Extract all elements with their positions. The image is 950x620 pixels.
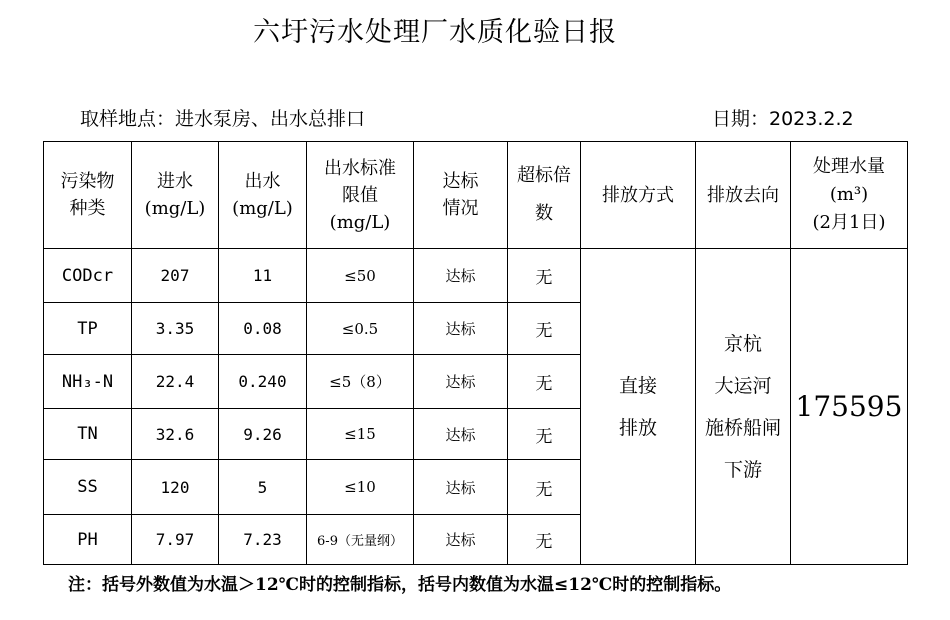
outflow-value: 0.08 — [219, 303, 307, 355]
header-pollutant: 污染物 种类 — [44, 142, 132, 249]
header-status: 达标 情况 — [414, 142, 508, 249]
header-method: 排放方式 — [581, 142, 696, 249]
footnote: 注：括号外数值为水温＞12℃时的控制指标，括号内数值为水温≤12℃时的控制指标。 — [68, 575, 732, 595]
outflow-value: 11 — [219, 249, 307, 303]
report-title: 六圩污水处理厂水质化验日报 — [253, 17, 617, 48]
pollutant-name: TN — [44, 409, 132, 460]
pollutant-name: NH₃-N — [44, 355, 132, 409]
header-outflow: 出水 (mg/L) — [219, 142, 307, 249]
header-inflow: 进水 (mg/L) — [132, 142, 219, 249]
header-volume: 处理水量 (m³) (2月1日) — [791, 142, 908, 249]
pollutant-name: SS — [44, 460, 132, 515]
inflow-value: 3.35 — [132, 303, 219, 355]
pollutant-name: PH — [44, 515, 132, 565]
status-value: 达标 — [414, 460, 508, 515]
exceed-value: 无 — [508, 249, 581, 303]
limit-value: ≤50 — [307, 249, 414, 303]
water-quality-table — [43, 141, 908, 565]
header-exceed: 超标倍 数 — [508, 142, 581, 249]
treated-volume: 175595 — [791, 249, 908, 565]
exceed-value: 无 — [508, 515, 581, 565]
inflow-value: 32.6 — [132, 409, 219, 460]
outflow-value: 5 — [219, 460, 307, 515]
exceed-value: 无 — [508, 303, 581, 355]
outflow-value: 7.23 — [219, 515, 307, 565]
outflow-value: 0.240 — [219, 355, 307, 409]
status-value: 达标 — [414, 249, 508, 303]
status-value: 达标 — [414, 355, 508, 409]
discharge-method: 直接 排放 — [581, 249, 696, 565]
inflow-value: 120 — [132, 460, 219, 515]
limit-value: 6-9（无量纲） — [307, 515, 414, 565]
outflow-value: 9.26 — [219, 409, 307, 460]
pollutant-name: CODcr — [44, 249, 132, 303]
limit-value: ≤10 — [307, 460, 414, 515]
exceed-value: 无 — [508, 460, 581, 515]
status-value: 达标 — [414, 515, 508, 565]
header-limit: 出水标准 限值 (mg/L) — [307, 142, 414, 249]
limit-value: ≤0.5 — [307, 303, 414, 355]
report-date: 日期：2023.2.2 — [712, 108, 854, 130]
sampling-location: 取样地点：进水泵房、出水总排口 — [80, 108, 366, 130]
status-value: 达标 — [414, 303, 508, 355]
limit-value: ≤15 — [307, 409, 414, 460]
header-destination: 排放去向 — [696, 142, 791, 249]
pollutant-name: TP — [44, 303, 132, 355]
exceed-value: 无 — [508, 355, 581, 409]
discharge-destination: 京杭 大运河 施桥船闸 下游 — [696, 249, 791, 565]
table-row — [44, 249, 908, 303]
limit-value: ≤5（8） — [307, 355, 414, 409]
inflow-value: 7.97 — [132, 515, 219, 565]
status-value: 达标 — [414, 409, 508, 460]
exceed-value: 无 — [508, 409, 581, 460]
inflow-value: 207 — [132, 249, 219, 303]
header-row — [44, 142, 908, 249]
inflow-value: 22.4 — [132, 355, 219, 409]
